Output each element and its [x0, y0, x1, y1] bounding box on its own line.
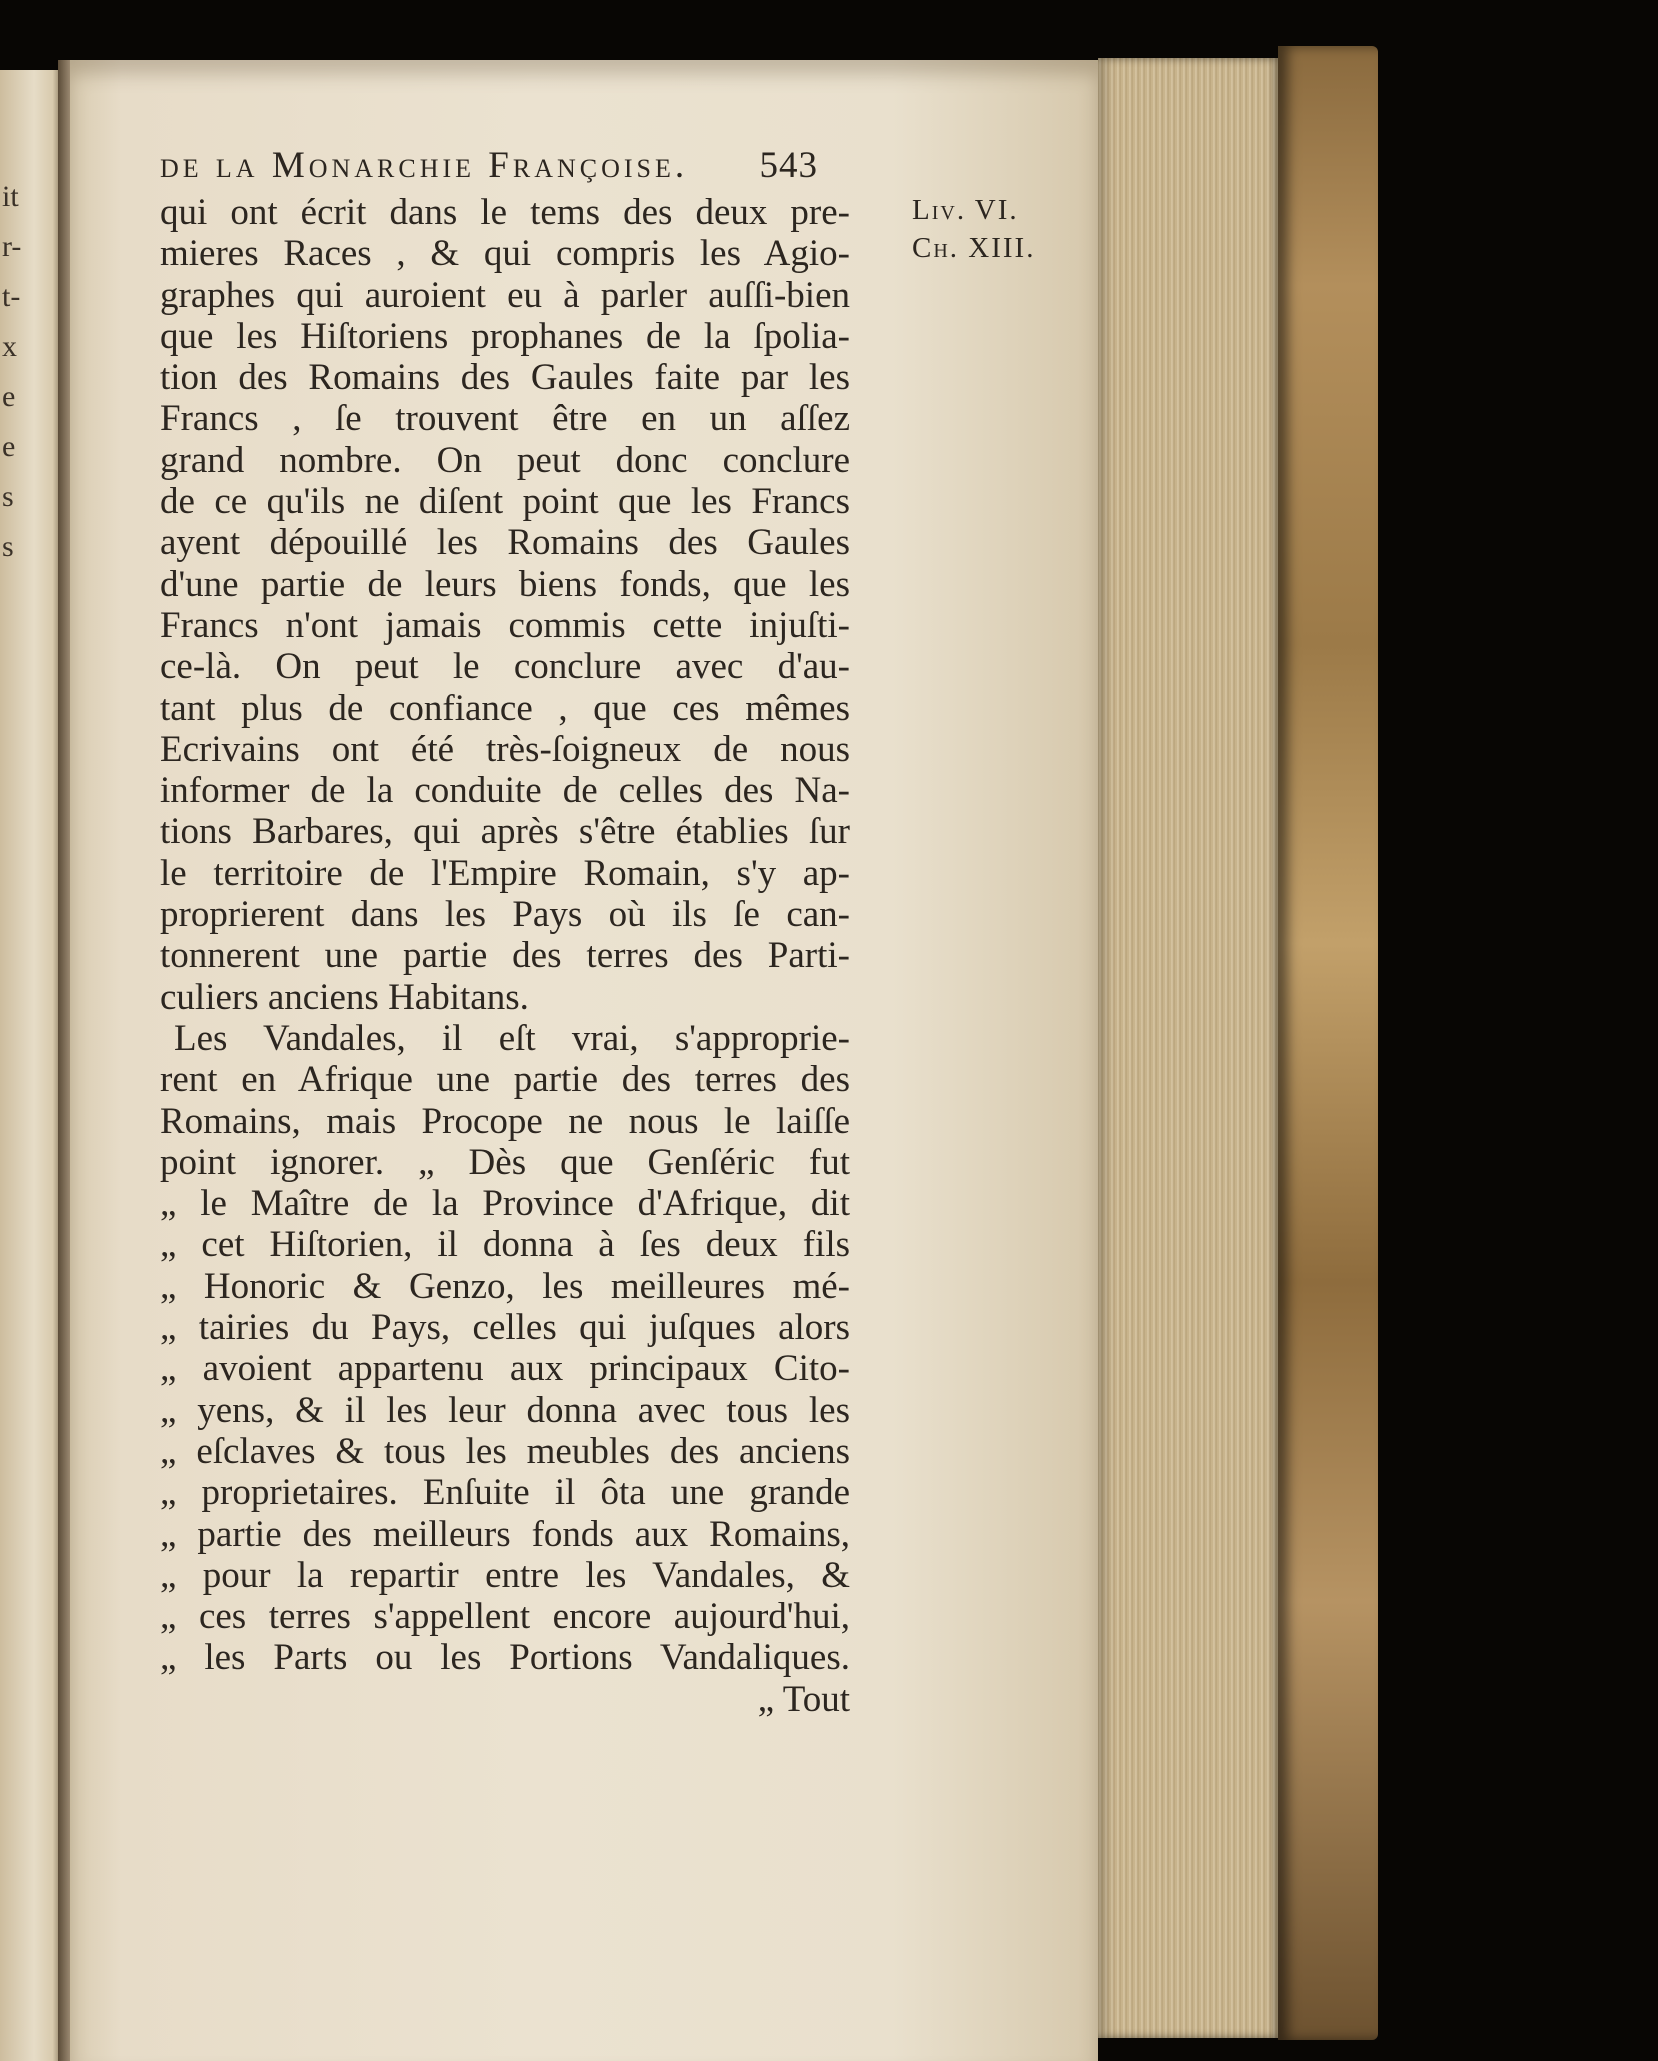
- text-line: informer de la conduite de celles des Na-: [160, 770, 850, 812]
- left-fragment: t-: [2, 280, 21, 313]
- text-line: le territoire de l'Empire Romain, s'y ap-: [160, 852, 850, 894]
- text-line: „ Honoric & Genzo, les meilleures mé-: [160, 1265, 850, 1307]
- left-fragment: e: [2, 430, 16, 463]
- left-fragment: e: [2, 380, 16, 413]
- page-edges: [1098, 58, 1280, 2038]
- text-line: „ yens, & il les leur donna avec tous les: [160, 1389, 850, 1431]
- text-line: culiers anciens Habitans.: [160, 976, 529, 1018]
- text-line: graphes qui auroient eu à parler auſſi-bien: [160, 274, 850, 316]
- text-line: „ le Maître de la Province d'Afrique, dit: [160, 1183, 850, 1225]
- running-head: [160, 140, 880, 192]
- left-fragment: r-: [2, 230, 22, 263]
- text-line: grand nombre. On peut donc conclure: [160, 439, 850, 481]
- text-line: tion des Romains des Gaules faite par les: [160, 357, 850, 399]
- running-title: de la Monarchie Françoise.: [160, 145, 689, 186]
- text-line: que les Hiſtoriens prophanes de la ſpolia-: [160, 315, 850, 357]
- book-page: [70, 60, 1098, 2061]
- text-line: „ les Parts ou les Portions Vandaliques.: [160, 1637, 850, 1679]
- text-line: „ eſclaves & tous les meubles des anciens: [160, 1430, 850, 1472]
- left-fragment: it: [2, 180, 19, 213]
- left-fragment: s: [2, 480, 14, 513]
- text-line: qui ont écrit dans le tems des deux pre-: [160, 192, 850, 233]
- text-line: „ tairies du Pays, celles qui juſques alors: [160, 1307, 850, 1349]
- text-line: Francs n'ont jamais commis cette injuſti-: [160, 604, 850, 646]
- text-line: „ cet Hiſtorien, il donna à ſes deux fils: [160, 1224, 850, 1266]
- text-line: point ignorer. „ Dès que Genſéric fut: [160, 1141, 850, 1183]
- text-line: tant plus de confiance , que ces mêmes: [160, 687, 850, 729]
- text-line: Les Vandales, il eſt vrai, s'appropriе-: [174, 1017, 850, 1059]
- book-cover: [1278, 46, 1378, 2040]
- left-fragment: s: [2, 530, 14, 563]
- text-block: [160, 140, 880, 1720]
- text-line: tions Barbares, qui après s'être établies ſur: [160, 811, 850, 853]
- margin-note-chapter: Ch. XIII.: [912, 232, 1036, 264]
- margin-note-book: Liv. VI.: [912, 194, 1019, 226]
- left-page-fragments: [2, 172, 22, 572]
- text-line: „ ces terres s'appellent encore aujourd'hui,: [160, 1596, 850, 1638]
- text-line: „ avoient appartenu aux principaux Cito-: [160, 1348, 850, 1390]
- text-line: ce-là. On peut le conclure avec d'au-: [160, 646, 850, 688]
- text-line: „ proprietaires. Enſuite il ôta une grande: [160, 1472, 850, 1514]
- text-line: tonnerent une partie des terres des Parti-: [160, 935, 850, 977]
- text-line: Francs , ſe trouvent être en un aſſez: [160, 398, 850, 440]
- text-line: ayent dépouillé les Romains des Gaules: [160, 522, 850, 564]
- text-line: „ partie des meilleurs fonds aux Romains,: [160, 1513, 850, 1555]
- text-line: „ pour la repartir entre les Vandales, &: [160, 1554, 850, 1596]
- text-line: Romains, mais Procope ne nous le laiſſe: [160, 1100, 850, 1142]
- text-line: rent en Afrique une partie des terres des: [160, 1059, 850, 1101]
- text-line: mieres Races , & qui compris les Agio-: [160, 233, 850, 275]
- text-line: de ce qu'ils ne diſent point que les Francs: [160, 481, 850, 523]
- left-fragment: x: [2, 330, 17, 363]
- text-line: Ecrivains ont été très-ſoigneux de nous: [160, 728, 850, 770]
- catchword: „ Tout: [757, 1678, 850, 1720]
- text-line: proprierent dans les Pays où ils ſe can-: [160, 894, 850, 936]
- page-number: 543: [759, 145, 818, 186]
- text-line: d'une partie de leurs biens fonds, que les: [160, 563, 850, 605]
